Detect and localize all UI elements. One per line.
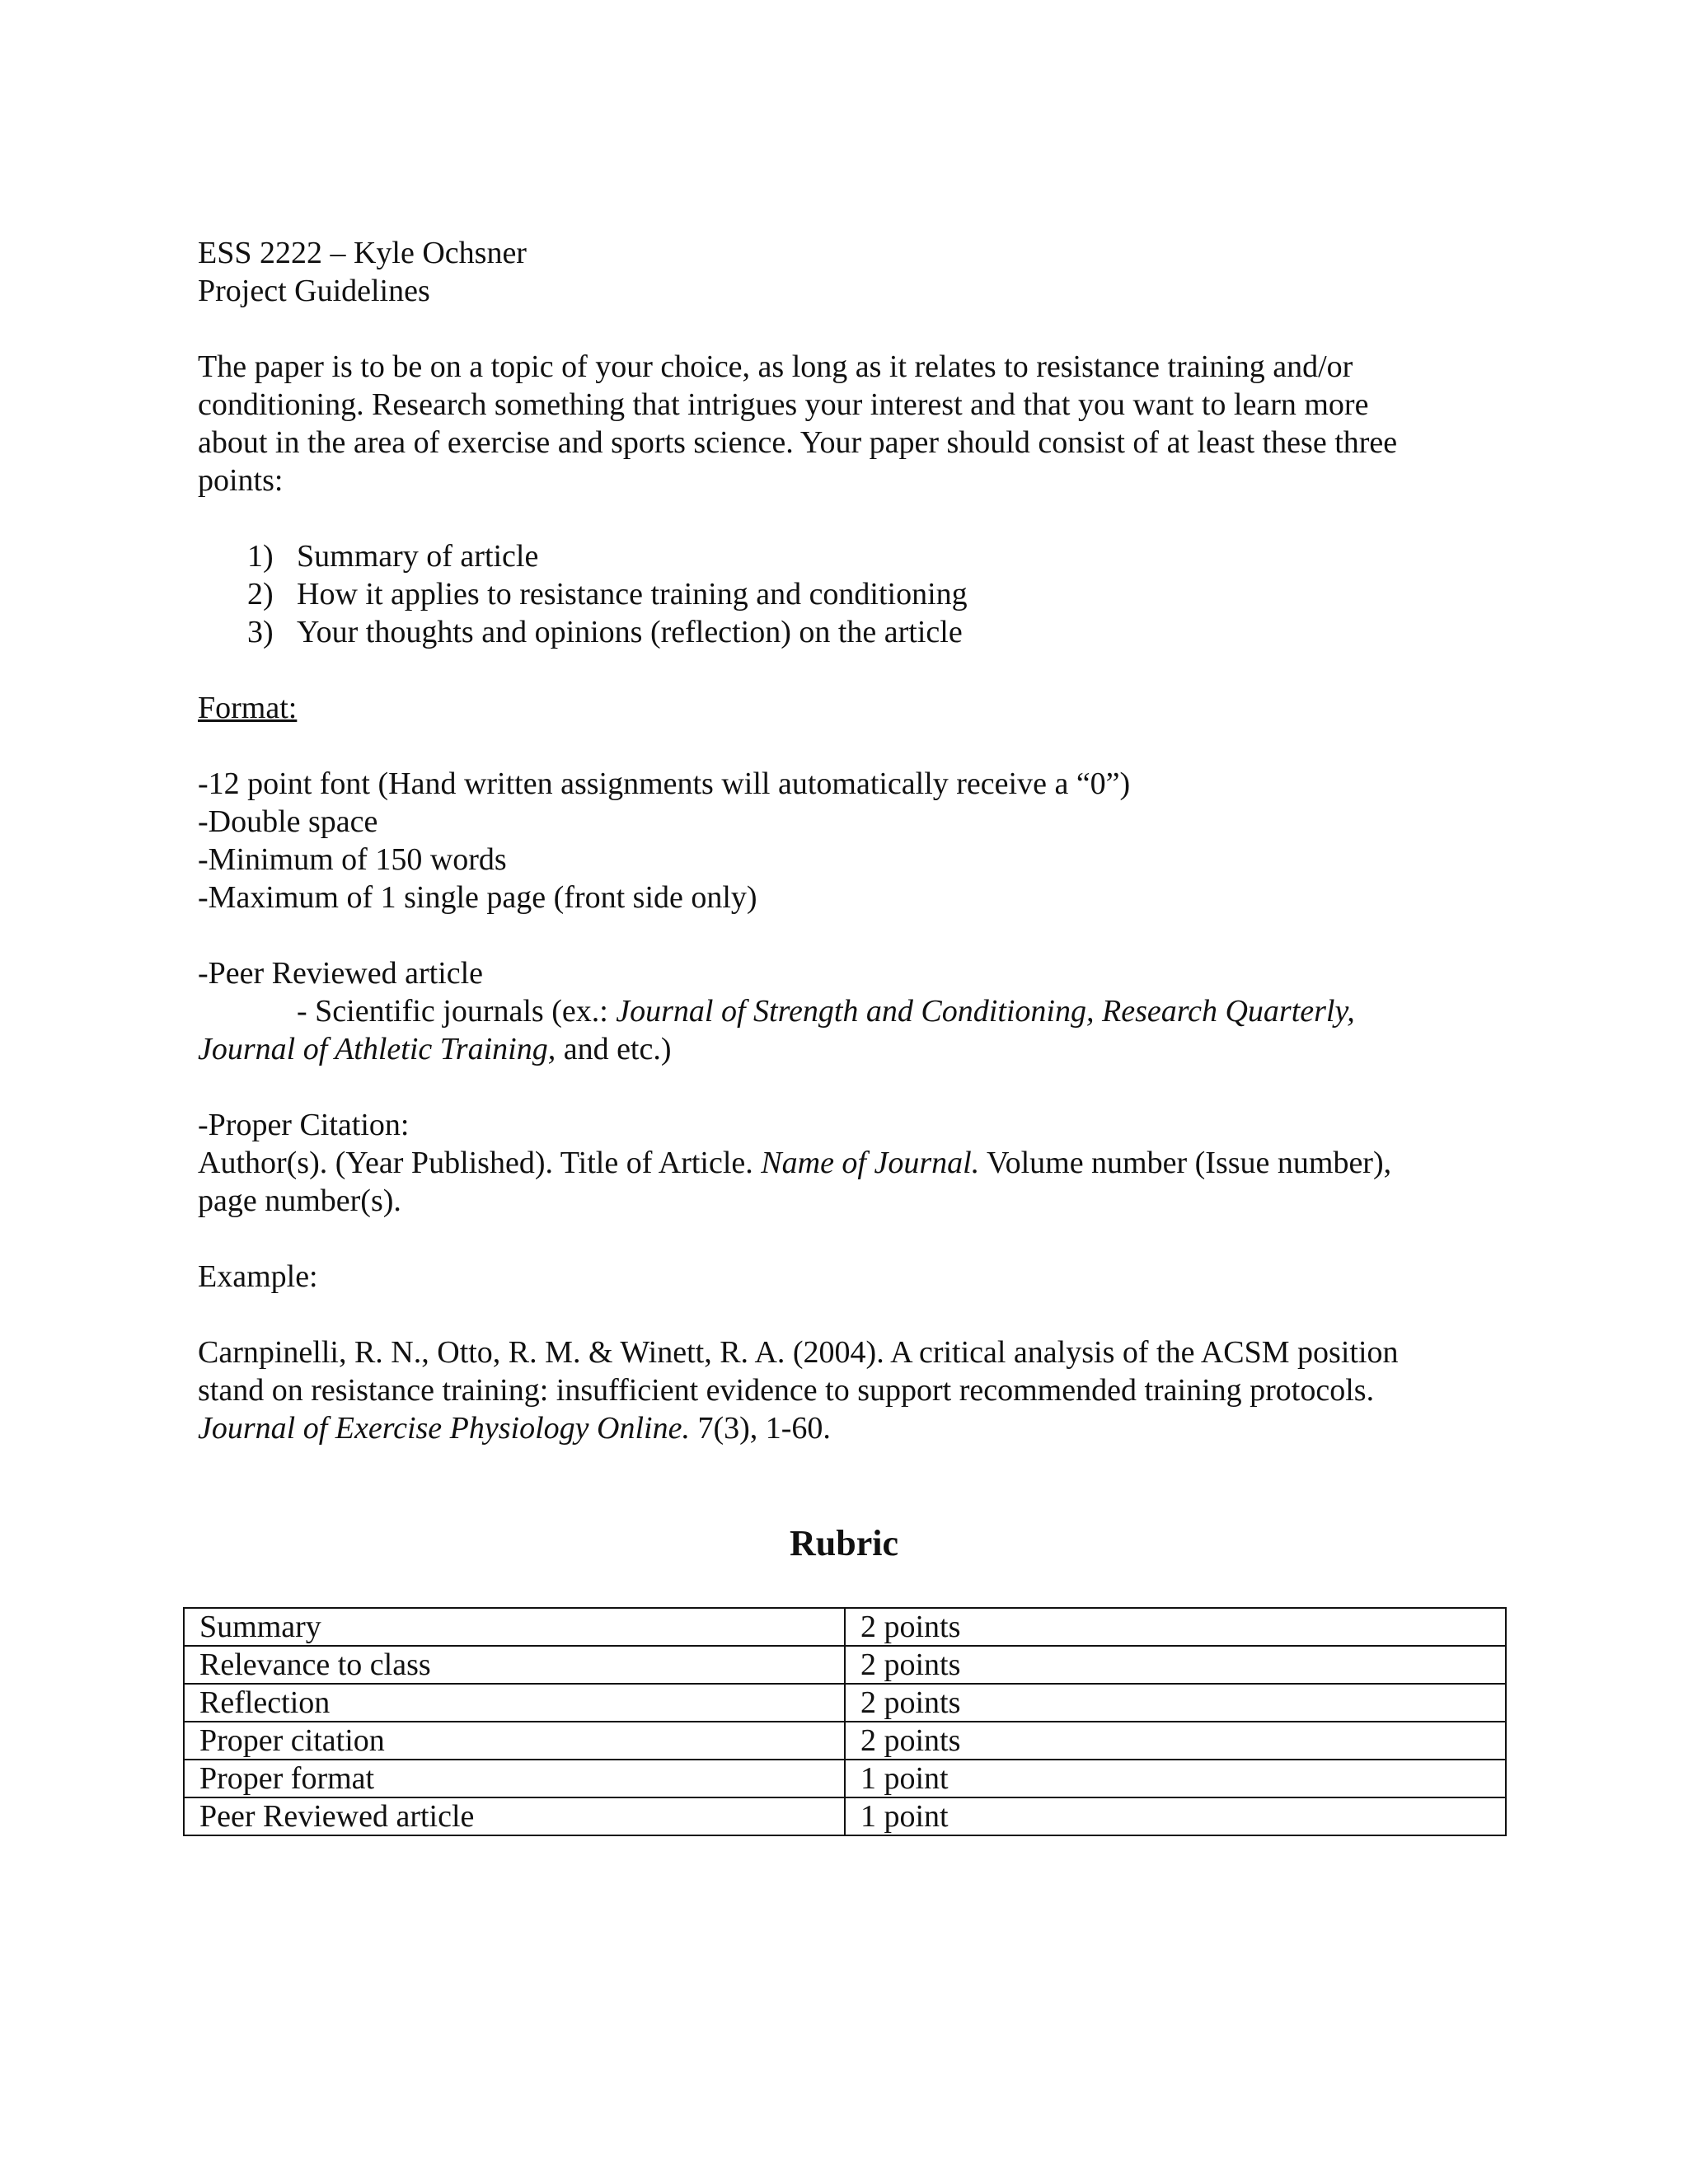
peer-review-heading: -Peer Reviewed article (198, 956, 484, 991)
intro-line: The paper is to be on a topic of your choice, as long as it relates to resistance training and/or (198, 349, 1353, 384)
list-number: 1) (247, 539, 274, 574)
format-heading: Format: (198, 691, 298, 725)
rubric-points: 2 points (845, 1684, 1506, 1722)
citation-journal: Name of Journal. (761, 1146, 980, 1180)
citation-prefix: Author(s). (Year Published). Title of Article. (198, 1146, 762, 1180)
table-row (184, 1646, 1506, 1684)
list-item (198, 575, 1508, 613)
rubric-table (183, 1607, 1507, 1836)
course-title: ESS 2222 – Kyle Ochsner (198, 236, 527, 270)
peer-review-suffix: and etc.) (556, 1032, 672, 1066)
rubric-criterion: Peer Reviewed article (184, 1797, 845, 1835)
spacer (198, 1296, 1508, 1333)
list-text: Your thoughts and opinions (reflection) on the article (297, 615, 963, 649)
citation-heading: -Proper Citation: (198, 1108, 410, 1142)
format-item: -12 point font (Hand written assignments will automatically receive a “0”) (198, 766, 1131, 801)
rubric-points: 2 points (845, 1608, 1506, 1646)
rubric-points: 2 points (845, 1722, 1506, 1760)
peer-review-line (198, 1030, 1508, 1068)
table-row (184, 1797, 1506, 1835)
peer-review-prefix: - Scientific journals (ex.: (297, 994, 617, 1029)
list-number: 3) (247, 615, 274, 649)
example-citation-line (198, 1409, 1508, 1447)
journal-names: Journal of Strength and Conditioning, Research Quarterly, (616, 994, 1355, 1029)
example-volume: 7(3), 1-60. (689, 1411, 831, 1446)
list-number: 2) (247, 577, 274, 612)
list-item (198, 613, 1508, 651)
citation-suffix: Volume number (Issue number), (979, 1146, 1392, 1180)
rubric-points: 1 point (845, 1760, 1506, 1797)
intro-paragraph (198, 348, 1508, 499)
spacer (198, 499, 1508, 537)
rubric-title: Rubric (790, 1523, 898, 1563)
example-citation-line: stand on resistance training: insufficient evidence to support recommended training protocols. (198, 1373, 1375, 1408)
rubric-points: 1 point (845, 1797, 1506, 1835)
spacer (198, 916, 1508, 954)
format-item: -Minimum of 150 words (198, 842, 507, 877)
list-item (198, 537, 1508, 575)
spacer (198, 651, 1508, 689)
list-text: How it applies to resistance training and conditioning (297, 577, 968, 612)
document-body (198, 234, 1508, 1447)
document-subtitle: Project Guidelines (198, 274, 430, 308)
peer-review-line (198, 992, 1508, 1030)
example-journal: Journal of Exercise Physiology Online. (198, 1411, 690, 1446)
rubric-criterion: Relevance to class (184, 1646, 845, 1684)
format-item: -Maximum of 1 single page (front side only) (198, 880, 757, 915)
intro-line: points: (198, 463, 284, 498)
spacer (198, 1068, 1508, 1106)
citation-format-line (198, 1144, 1508, 1182)
rubric-criterion: Proper format (184, 1760, 845, 1797)
journal-names: Journal of Athletic Training, (198, 1032, 556, 1066)
format-item: -Double space (198, 804, 378, 839)
rubric-criterion: Proper citation (184, 1722, 845, 1760)
table-row (184, 1608, 1506, 1646)
table-row (184, 1722, 1506, 1760)
list-text: Summary of article (297, 539, 539, 574)
rubric-criterion: Summary (184, 1608, 845, 1646)
spacer (198, 310, 1508, 348)
table-row (184, 1760, 1506, 1797)
citation-format-line: page number(s). (198, 1183, 401, 1218)
rubric-points: 2 points (845, 1646, 1506, 1684)
spacer (198, 1220, 1508, 1258)
points-list (198, 537, 1508, 651)
intro-line: conditioning. Research something that intrigues your interest and that you want to learn more (198, 387, 1369, 422)
spacer (198, 727, 1508, 765)
table-row (184, 1684, 1506, 1722)
intro-line: about in the area of exercise and sports science. Your paper should consist of at least these three (198, 425, 1398, 460)
rubric-criterion: Reflection (184, 1684, 845, 1722)
example-heading: Example: (198, 1259, 318, 1294)
example-citation-line: Carnpinelli, R. N., Otto, R. M. & Winett, R. A. (2004). A critical analysis of the ACSM position (198, 1335, 1399, 1370)
